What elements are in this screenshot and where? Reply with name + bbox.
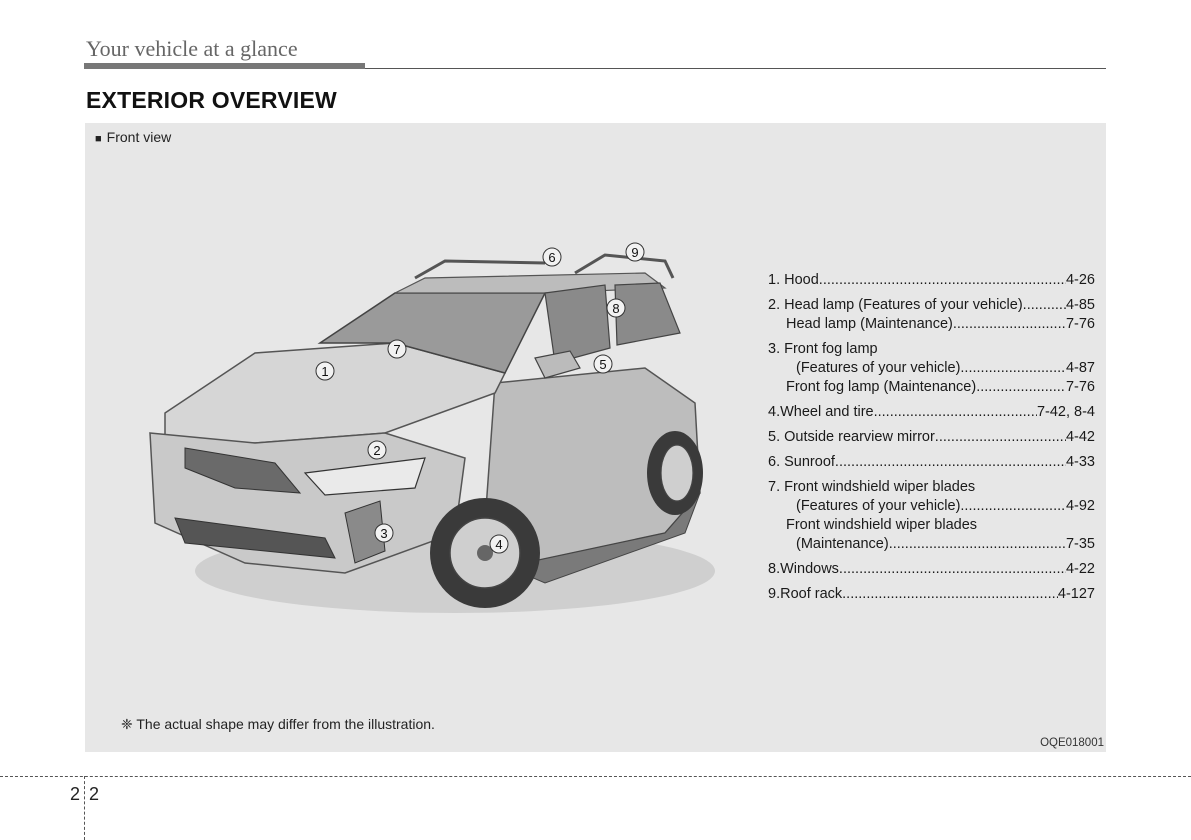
svg-text:4: 4 [495, 537, 503, 552]
legend-line: 9.Roof rack ..... 4-127 [768, 585, 1095, 604]
legend-item-windows [768, 560, 1095, 579]
legend-item-wiper-blades [768, 478, 1095, 554]
callout-8 [607, 299, 625, 317]
legend-line: 5. Outside rearview mirror ..... 4-42 [768, 428, 1095, 447]
svg-text:9: 9 [631, 245, 639, 260]
side-window-front [545, 285, 610, 363]
legend-line: 4.Wheel and tire ..... 7-42, 8-4 [768, 403, 1095, 422]
header-rule-thick [84, 63, 365, 69]
callout-5 [594, 355, 612, 373]
figure-heading-text: Front view [106, 129, 172, 145]
svg-text:1: 1 [321, 364, 329, 379]
callout-6 [543, 248, 561, 266]
legend-line: 3. Front fog lamp [768, 341, 878, 357]
legend-line: Head lamp (Maintenance) ..... 7-76 [768, 315, 1095, 334]
legend-item-front-fog-lamp [768, 340, 1095, 397]
svg-text:2: 2 [373, 443, 381, 458]
side-window-rear [615, 283, 680, 345]
page-chapter-number: 2 [70, 784, 81, 804]
legend-line: 2. Head lamp (Features of your vehicle) ..... 4-85 [768, 296, 1095, 315]
legend-line: 6. Sunroof ..... 4-33 [768, 453, 1095, 472]
chapter-title: Your vehicle at a glance [86, 36, 298, 61]
callout-9 [626, 243, 644, 261]
legend-item-hood [768, 271, 1095, 290]
legend-item-outside-mirror [768, 428, 1095, 447]
figure-heading [95, 129, 171, 145]
legend-line: (Features of your vehicle) ..... 4-92 [768, 497, 1095, 516]
legend-line: 8.Windows ..... 4-22 [768, 560, 1095, 579]
page-number: 2 [89, 784, 100, 804]
callout-3 [375, 524, 393, 542]
note-text: The actual shape may differ from the illustration. [136, 716, 435, 732]
svg-text:5: 5 [599, 357, 607, 372]
svg-text:3: 3 [380, 526, 388, 541]
legend-item-roof-rack [768, 585, 1095, 604]
footer-dashed-divider [84, 776, 85, 840]
rear-wheel-rim [661, 445, 693, 501]
legend-item-sunroof [768, 453, 1095, 472]
callout-1 [316, 362, 334, 380]
note-symbol-icon: ❈ [121, 716, 133, 732]
callout-4 [490, 535, 508, 553]
square-bullet-icon: ■ [95, 133, 102, 145]
component-legend [768, 271, 1095, 610]
legend-line: (Maintenance) ..... 7-35 [768, 535, 1095, 554]
legend-line: Front fog lamp (Maintenance) ..... 7-76 [768, 378, 1095, 397]
legend-line: 1. Hood ..... 4-26 [768, 271, 1095, 290]
svg-text:7: 7 [393, 342, 401, 357]
svg-text:6: 6 [548, 250, 556, 265]
callout-2 [368, 441, 386, 459]
legend-line: Front windshield wiper blades [786, 517, 978, 533]
legend-item-wheel-and-tire [768, 403, 1095, 422]
section-title: EXTERIOR OVERVIEW [86, 87, 337, 113]
svg-text:8: 8 [612, 301, 620, 316]
callout-7 [388, 340, 406, 358]
footer-dashed-rule [0, 776, 1191, 777]
vehicle-illustration [125, 233, 725, 633]
legend-line: 7. Front windshield wiper blades [768, 479, 976, 495]
legend-item-head-lamp [768, 296, 1095, 334]
header-rule-thin [365, 68, 1106, 69]
figure-code: OQE018001 [1040, 737, 1104, 749]
legend-line: (Features of your vehicle) ..... 4-87 [768, 359, 1095, 378]
figure-panel [85, 123, 1106, 752]
illustration-note [121, 716, 435, 733]
